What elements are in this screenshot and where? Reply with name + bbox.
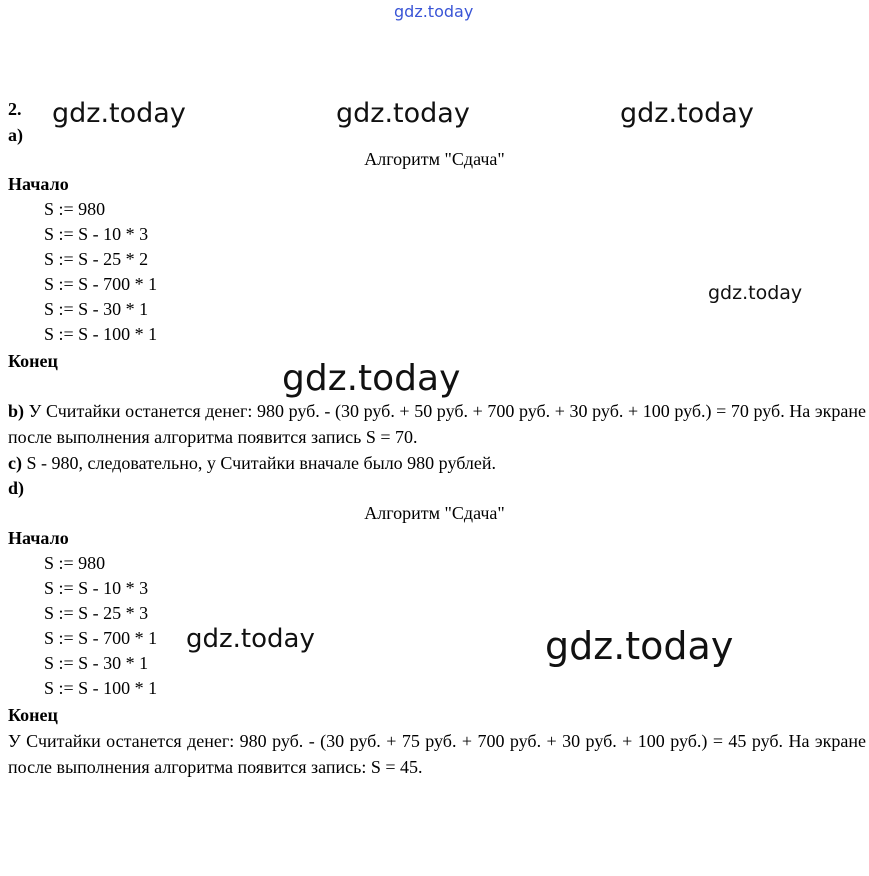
part-d-code-line: S := 980 [44, 553, 106, 573]
part-a-code-line: S := S - 700 * 1 [44, 274, 158, 294]
part-c-paragraph [8, 452, 496, 474]
watermark-top: gdz.today [394, 2, 474, 21]
part-c-text: S - 980, следовательно, у Считайки вначале было 980 рублей. [21, 453, 497, 473]
part-b-label: b) [8, 401, 25, 421]
task-number: 2. [8, 99, 22, 119]
part-a-begin: Начало [8, 174, 69, 194]
part-a-code-line: S := S - 10 * 3 [44, 224, 149, 244]
part-d-code-line: S := S - 100 * 1 [44, 678, 158, 698]
watermark: gdz.today [708, 282, 803, 304]
part-b-paragraph [8, 398, 866, 450]
part-c-label: c) [8, 453, 22, 473]
part-a-algorithm-title: Алгоритм "Сдача" [364, 149, 505, 169]
watermark: gdz.today [336, 98, 470, 129]
part-a-code-line: S := S - 100 * 1 [44, 324, 158, 344]
part-d-code-line: S := S - 25 * 3 [44, 603, 149, 623]
watermark: gdz.today [620, 98, 754, 129]
part-d-begin: Начало [8, 528, 69, 548]
part-a-label: a) [8, 125, 23, 145]
part-a-end: Конец [8, 351, 58, 371]
part-a-code-line: S := S - 25 * 2 [44, 249, 149, 269]
watermark: gdz.today [545, 624, 734, 668]
part-d-paragraph: У Считайки останется денег: 980 руб. - (30 руб. + 75 руб. + 700 руб. + 30 руб. + 100 руб.) = 45 руб. На экране после выполнения алгоритма появится запись: S = 45. [8, 731, 866, 777]
watermark: gdz.today [282, 358, 461, 399]
watermark: gdz.today [52, 98, 186, 129]
part-d-label: d) [8, 478, 25, 498]
part-a-code-line: S := S - 30 * 1 [44, 299, 149, 319]
part-b-text: У Считайки останется денег: 980 руб. - (30 руб. + 50 руб. + 700 руб. + 30 руб. + 100 руб.) = 70 руб. На экране после выполнения алгоритма появится запись S = 70. [8, 401, 866, 447]
part-d-algorithm-title: Алгоритм "Сдача" [364, 503, 505, 523]
part-d-code-line: S := S - 30 * 1 [44, 653, 149, 673]
part-d-code-line: S := S - 10 * 3 [44, 578, 149, 598]
watermark: gdz.today [186, 624, 315, 654]
part-a-code-line: S := 980 [44, 199, 106, 219]
part-d-code-line: S := S - 700 * 1 [44, 628, 158, 648]
part-d-end: Конец [8, 705, 58, 725]
